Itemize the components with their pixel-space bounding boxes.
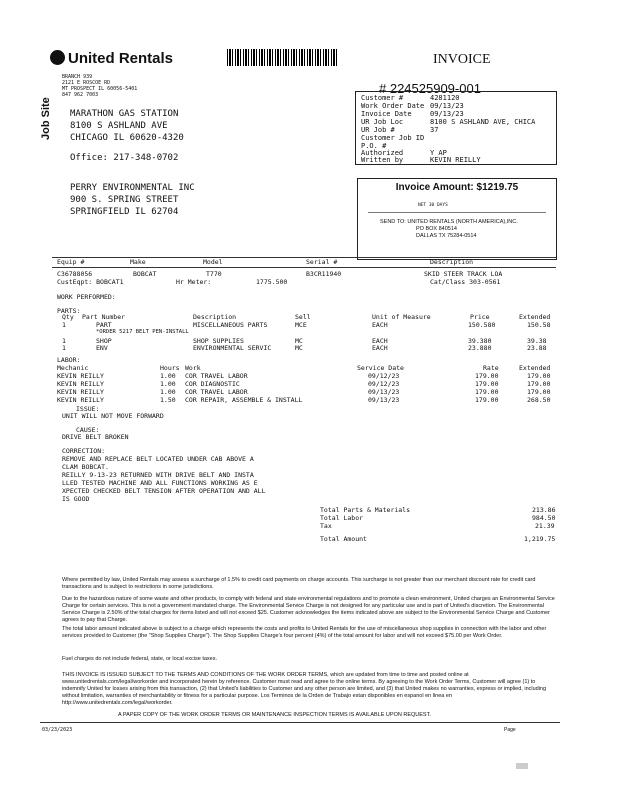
total-label: Total Amount [320,535,367,543]
document-title: INVOICE [433,52,491,67]
correction-line: IS GOOD [62,495,90,503]
parts-cell: SHOP SUPPLIES [193,337,244,345]
labor-cell: KEVIN REILLY [57,380,104,388]
remit-line: DALLAS TX 75284-0514 [416,233,477,239]
equip-description: SKID STEER TRACK LOA [424,270,503,278]
labor-cell: 179.00 [475,396,499,404]
kv-key: P.O. # [361,142,387,150]
bill-to-line: PERRY ENVIRONMENTAL INC [70,183,195,193]
kv-key: Customer # [361,94,404,102]
remit-to [380,219,518,240]
labor-cell: KEVIN REILLY [57,396,104,404]
kv-value: 37 [430,126,439,134]
fine-print-paragraph: THIS INVOICE IS ISSUED SUBJECT TO THE TERMS AND CONDITIONS OF THE WORK ORDER TERMS, which are updated from time to time and posted online at www.unitedrentals.com/legal/workorder and incorporated herein by reference. Customer must read and agree to the online terms. By agreeing to the Work Order Terms, Customer will agree (1) to indemnify United for losses arising from this transaction, (2) that United's liabilities to Customer and any other person are limited, and (3) that United makes no warranties, express or implied, including without limitation, warranties of merchantability or fitness for a particular purpose. Los Terminos de la Orden de Trabajo estan disponibles en espanol en linea en http://www.unitedrentals.com/legal/workorder. [62,672,547,706]
parts-cell: SHOP [96,337,112,345]
kv-row [356,134,556,142]
parts-cell: 1 [62,337,66,345]
parts-label: PARTS: [57,307,81,315]
bill-to-line: 900 S. SPRING STREET [70,195,179,205]
col-header-model: Model [203,258,223,266]
fine-print-paragraph: Due to the hazardous nature of some waste and other products, to comply with federal and state environmental regulations and to promote a clean environment, United charges an Environmental Service Charge for certain services. This is not a government mandated charge. The Environmental Service Charge is not designed for any particular use and is part of United's discretion. The Environmental Service Charge is 2.50% of the total charges for items listed and will not exceed $25. Customer acknowledges the items indicated above are subject to the Environmental Service Charge and Customer agrees to pay that Charge. [62,596,555,623]
labor-cell: COR TRAVEL LABOR [185,388,248,396]
labor-cell: 09/12/23 [368,372,400,380]
equip-model: T770 [206,270,222,278]
parts-header-extended: Extended [519,313,551,321]
labor-cell: 179.00 [475,372,499,380]
correction-line: CLAM BOBCAT. [62,463,109,471]
kv-row [356,118,556,126]
parts-cell: 150.580 [468,321,496,329]
total-value: 213.86 [532,506,556,514]
footer-code: 03/23/2023 [42,727,73,733]
remit-line: PO BOX 840514 [416,226,457,232]
invoice-amount-label: Invoice Amount: [395,182,474,193]
labor-header-mechanic: Mechanic [57,364,89,372]
correction-line: REMOVE AND REPLACE BELT LOCATED UNDER CAB ABOVE A [62,455,254,463]
equip-serial: B3CR11940 [306,270,342,278]
remit-line: UNITED RENTALS (NORTH AMERICA),INC. [407,219,518,225]
invoice-number: # 224525909-001 [379,81,481,96]
labor-cell: 268.50 [527,396,551,404]
labor-label: LABOR: [57,356,81,364]
labor-cell: 1.00 [160,372,176,380]
total-label: Total Labor [320,514,364,522]
total-value: 1,219.75 [524,535,556,543]
customer-info-box [355,91,557,165]
barcode [227,49,339,66]
kv-row [356,156,556,164]
bill-to-address [70,182,195,218]
terms-copy-note: A PAPER COPY OF THE WORK ORDER TERMS OR MAINTENANCE INSPECTION TERMS IS AVAILABLE UPON REQUEST. [118,712,431,718]
labor-cell: COR DIAGNOSTIC [185,380,240,388]
correction-line: REILLY 9-13-23 RETURNED WITH DRIVE BELT AND INSTA [62,471,254,479]
parts-cell: MISCELLANEOUS PARTS [193,321,268,329]
divider [52,267,556,268]
office-phone: Office: 217-348-0702 [70,153,179,163]
jobsite-line: CHICAGO IL 60620-4320 [70,133,184,143]
branch-line: 2121 E ROSCOE RD [62,80,111,86]
parts-cell: ENV [96,344,108,352]
united-rentals-logo [50,50,173,67]
parts-cell: 1 [62,344,66,352]
total-label: Total Parts & Materials [320,506,411,514]
cause-label: CAUSE: [76,426,100,434]
kv-row [356,110,556,118]
parts-cell: 23.880 [468,344,492,352]
cust-equip: CustEqpt: BOBCAT1 [57,278,124,286]
kv-value: 8100 S ASHLAND AVE, CHICA [430,118,536,126]
jobsite-address [70,108,184,144]
kv-value: KEVIN REILLY [430,156,481,164]
branch-line: MT PROSPECT IL 60056-5401 [62,86,138,92]
parts-header-qty: Qty [62,313,74,321]
scan-mark [516,763,528,769]
labor-cell: 179.00 [475,380,499,388]
labor-cell: 179.00 [475,388,499,396]
equip-number: C36788056 [57,270,93,278]
branch-line: 847 962 7003 [62,92,99,98]
parts-header-price: Price [470,313,490,321]
divider [368,212,546,213]
fine-print-paragraph: The total labor amount indicated above is subject to a charge which represents the costs and profits to United Rentals for the use of miscellaneous shop supplies in connection with the labor and other services provided to Customer (the "Shop Supplies Charge"). The Shop Supplies Charge's four percent (4%) of the total amount for labor and will not exceed $75.00 per Work Order. [62,626,547,639]
kv-key: Customer Job ID [361,134,425,142]
kv-value: 09/13/23 [430,102,464,110]
branch-line: BRANCH 939 [62,74,93,80]
labor-cell: 1.00 [160,380,176,388]
invoice-amount-value: $1219.75 [476,182,519,193]
fine-print-paragraph: Where permitted by law, United Rentals may assess a surcharge of 1.5% to credit card payments on charge accounts. This surcharge is not greater than our merchant discount rate for credit card transactions and is subject to restrictions in some jurisdictions. [62,577,536,590]
cause-text: DRIVE BELT BROKEN [62,433,129,441]
invoice-amount-row [358,182,556,193]
fine-print-paragraph: Fuel charges do not include federal, state, or local excise taxes. [62,656,218,662]
parts-cell: MCE [295,321,307,329]
labor-header-work: Work [185,364,201,372]
parts-cell: MC [295,344,303,352]
divider [40,722,560,723]
parts-cell: MC [295,337,303,345]
kv-value: Y AP [430,149,447,157]
cat-class: Cat/Class 303-0561 [430,278,501,286]
labor-cell: 1.00 [160,388,176,396]
kv-key: Authorized [361,149,404,157]
kv-value: 4281120 [430,94,460,102]
footer-page: Page [504,727,516,733]
issue-label: ISSUE: [76,405,100,413]
jobsite-label: Job Site [40,97,52,140]
parts-cell: EACH [372,344,388,352]
branch-address [62,74,137,98]
col-header-equip: Equip # [57,258,85,266]
hr-meter-value: 1775.500 [256,278,288,286]
kv-row [356,102,556,110]
labor-cell: 09/13/23 [368,388,400,396]
parts-cell: 39.38 [527,337,547,345]
parts-cell: 1 [62,321,66,329]
invoice-amount-box [357,178,557,260]
parts-header-part: Part Number [82,313,126,321]
labor-cell: 09/13/23 [368,396,400,404]
kv-key: Written by [361,156,404,164]
kv-key: Work Order Date [361,102,425,110]
labor-cell: KEVIN REILLY [57,388,104,396]
work-performed-label: WORK PERFORMED: [57,293,116,301]
kv-row [356,94,556,102]
hr-meter-label: Hr Meter: [176,278,212,286]
parts-cell: EACH [372,321,388,329]
parts-cell: PART [96,321,112,329]
labor-cell: COR TRAVEL LABOR [185,372,248,380]
parts-header-uom: Unit of Measure [372,313,431,321]
labor-header-extended: Extended [519,364,551,372]
total-label: Tax [320,522,332,530]
logo-text: United Rentals [68,50,174,67]
parts-header-desc: Description [193,313,237,321]
parts-cell: 150.58 [527,321,551,329]
total-value: 21.39 [535,522,555,530]
labor-header-hours: Hours [160,364,180,372]
kv-key: UR Job Loc [361,118,404,126]
parts-note: *ORDER 5217 BELT PEN-INSTALL [96,329,189,335]
jobsite-line: MARATHON GAS STATION [70,109,179,119]
parts-header-sell: Sell [295,313,311,321]
col-header-serial: Serial # [306,258,338,266]
col-header-description: Description [430,258,474,266]
labor-cell: 179.00 [527,372,551,380]
correction-label: CORRECTION: [62,447,106,455]
labor-cell: KEVIN REILLY [57,372,104,380]
labor-header-date: Service Date [357,364,404,372]
parts-cell: ENVIRONMENTAL SERVIC [193,344,272,352]
labor-cell: 09/12/23 [368,380,400,388]
bill-to-line: SPRINGFIELD IL 62704 [70,207,179,217]
terms-text: NET 30 DAYS [418,203,448,208]
labor-cell: COR REPAIR, ASSEMBLE & INSTALL [185,396,303,404]
divider [52,257,556,258]
correction-line: LLED TESTED MACHINE AND ALL FUNCTIONS WORKING AS E [62,479,258,487]
parts-cell: 39.380 [468,337,492,345]
correction-line: XPECTED CHECKED BELT TENSION AFTER OPERATION AND ALL [62,487,266,495]
labor-cell: 1.50 [160,396,176,404]
total-value: 984.50 [532,514,556,522]
remit-label: SEND TO: [380,219,406,225]
kv-row [356,126,556,134]
labor-cell: 179.00 [527,388,551,396]
kv-key: Invoice Date [361,110,412,118]
labor-cell: 179.00 [527,380,551,388]
equip-make: BOBCAT [133,270,157,278]
kv-value: 09/13/23 [430,110,464,118]
issue-text: UNIT WILL NOT MOVE FORWARD [62,412,164,420]
logo-mark-icon [50,50,65,65]
kv-key: UR Job # [361,126,395,134]
labor-header-rate: Rate [483,364,499,372]
jobsite-line: 8100 S ASHLAND AVE [70,121,168,131]
parts-cell: EACH [372,337,388,345]
col-header-make: Make [130,258,146,266]
parts-cell: 23.88 [527,344,547,352]
